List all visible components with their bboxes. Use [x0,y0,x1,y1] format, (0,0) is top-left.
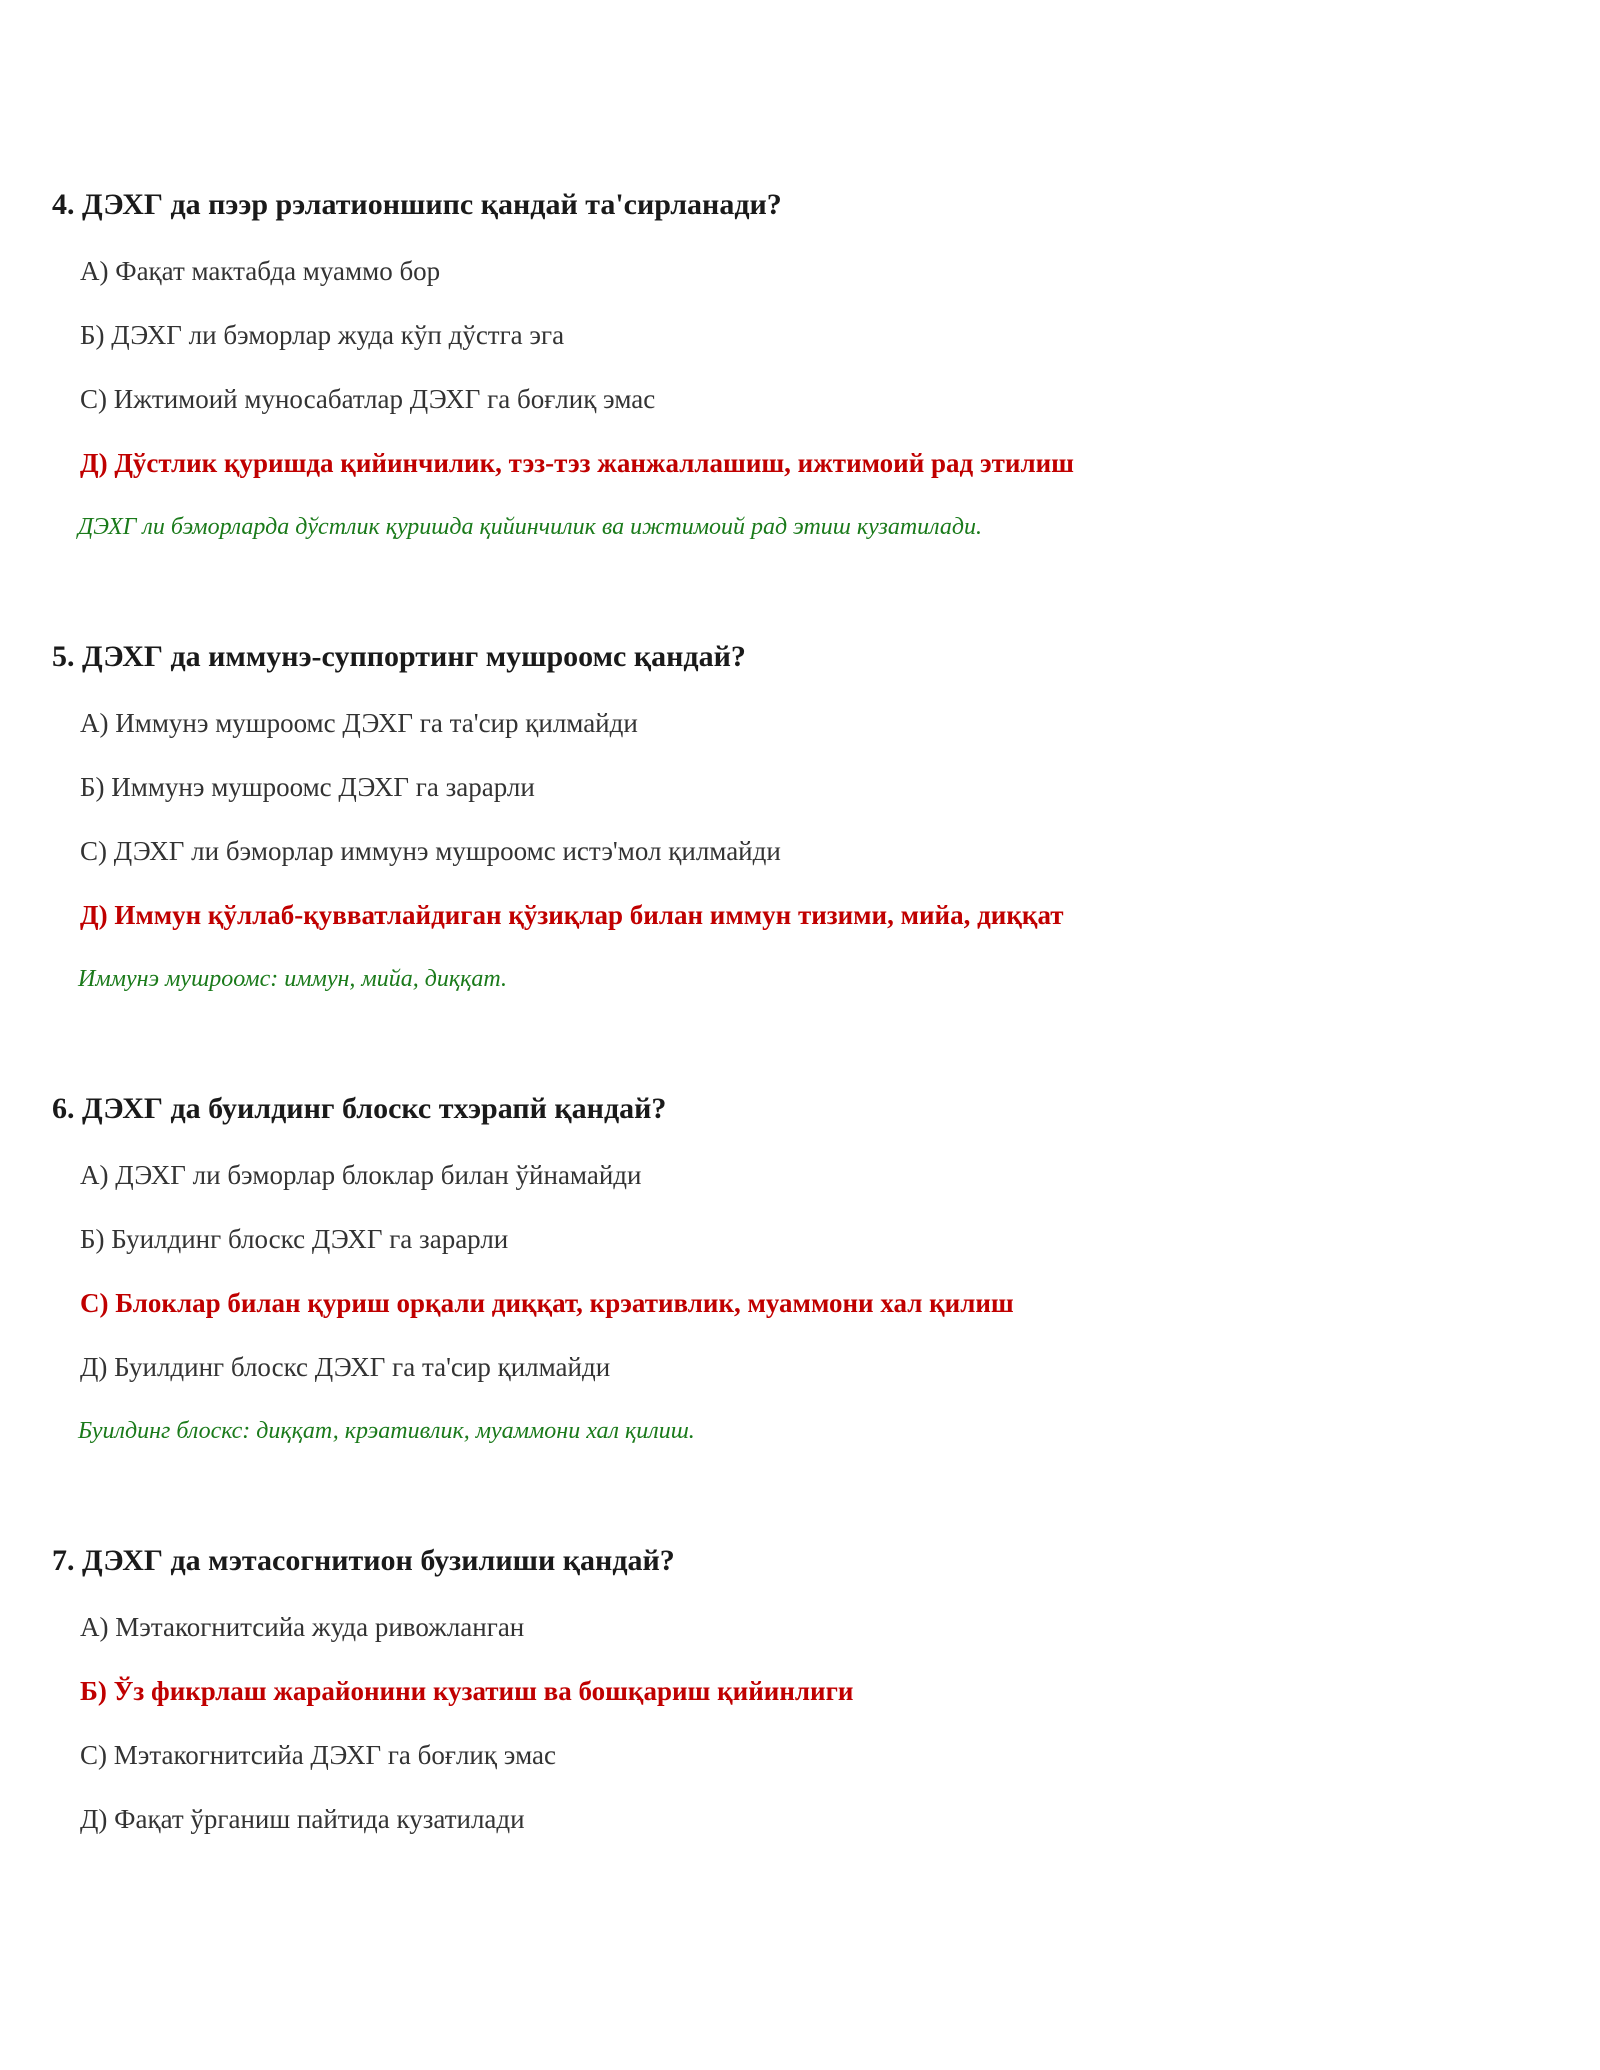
question-title: 6. ДЭХГ да буилдинг блоскс тхэрапй қандай? [52,1092,667,1125]
question-title: 7. ДЭХГ да мэтасогнитион бузилиши қандай? [52,1544,675,1577]
answer-explanation: Иммунэ мушроомс: иммун, мийа, диққат. [78,966,507,992]
answer-option-d: Д) Буилдинг блоскс ДЭХГ га та'сир қилмайди [80,1352,611,1382]
answer-option-a: А) Мэтакогнитсийа жуда ривожланган [80,1612,525,1642]
answer-option-a: А) Иммунэ мушроомс ДЭХГ га та'сир қилмайди [80,708,638,738]
answer-option-d-correct: Д) Дўстлик қуришда қийинчилик, тэз-тэз жанжаллашиш, ижтимоий рад этилиш [80,448,1074,478]
answer-option-c: С) ДЭХГ ли бэморлар иммунэ мушроомс истэ'мол қилмайди [80,836,781,866]
answer-option-a: А) ДЭХГ ли бэморлар блоклар билан ўйнамайди [80,1160,642,1190]
answer-explanation: ДЭХГ ли бэморларда дўстлик қуришда қийинчилик ва ижтимоий рад этиш кузатилади. [78,514,983,540]
answer-option-d: Д) Фақат ўрганиш пайтида кузатилади [80,1804,525,1834]
answer-option-b: Б) Буилдинг блоскс ДЭХГ га зарарли [80,1224,509,1254]
answer-option-a: А) Фақат мактабда муаммо бор [80,256,441,286]
answer-option-c: С) Мэтакогнитсийа ДЭХГ га боғлиқ эмас [80,1740,556,1770]
answer-option-d-correct: Д) Иммун қўллаб-қувватлайдиган қўзиқлар билан иммун тизими, мийа, диққат [80,900,1064,930]
answer-option-b: Б) ДЭХГ ли бэморлар жуда кўп дўстга эга [80,320,565,350]
answer-option-c: С) Ижтимоий муносабатлар ДЭХГ га боғлиқ эмас [80,384,656,414]
question-title: 4. ДЭХГ да пээр рэлатионшипс қандай та'сирланади? [52,188,782,221]
answer-option-b-correct: Б) Ўз фикрлаш жарайонини кузатиш ва бошқариш қийинлиги [80,1676,854,1706]
answer-option-c-correct: С) Блоклар билан қуриш орқали диққат, крэативлик, муаммони хал қилиш [80,1288,1014,1318]
answer-option-b: Б) Иммунэ мушроомс ДЭХГ га зарарли [80,772,535,802]
question-title: 5. ДЭХГ да иммунэ-суппортинг мушроомс қандай? [52,640,746,673]
answer-explanation: Буилдинг блоскс: диққат, крэативлик, муаммони хал қилиш. [78,1418,695,1444]
